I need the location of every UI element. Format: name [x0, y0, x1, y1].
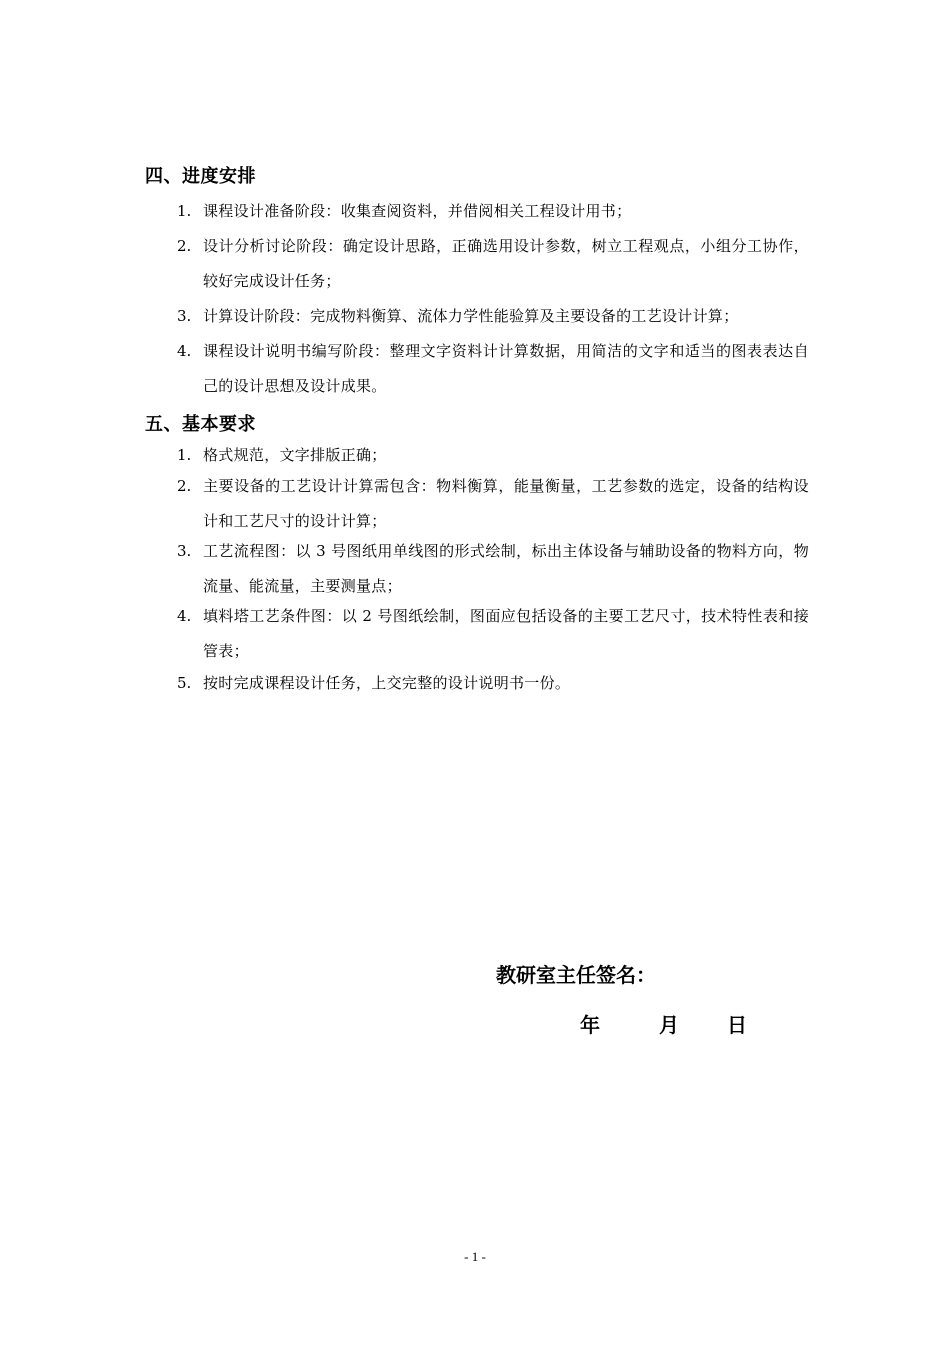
- signature-label: 教研室主任签名：: [496, 963, 656, 987]
- list-item: [177, 299, 809, 334]
- list-item-number: 5.: [177, 674, 192, 692]
- list-item-number: 3.: [177, 542, 192, 560]
- list-item-text: 课程设计说明书编写阶段：整理文字资料计计算数据，用简洁的文字和适当的图表表达自己的设计思想及设计成果。: [203, 342, 809, 395]
- list-item-text: 设计分析讨论阶段：确定设计思路，正确选用设计参数，树立工程观点，小组分工协作，较好完成设计任务；: [203, 237, 809, 290]
- list-item-text: 填料塔工艺条件图：以 2 号图纸绘制，图面应包括设备的主要工艺尺寸，技术特性表和接管表；: [203, 607, 809, 660]
- list-item-number: 2.: [177, 237, 192, 255]
- list-item-number: 2.: [177, 477, 192, 495]
- list-item-number: 1.: [177, 446, 192, 464]
- list-item-text: 工艺流程图：以 3 号图纸用单线图的形式绘制，标出主体设备与辅助设备的物料方向，物流量、能流量，主要测量点；: [203, 542, 809, 595]
- list-item-text: 主要设备的工艺设计计算需包含：物料衡算，能量衡量，工艺参数的选定，设备的结构设计和工艺尺寸的设计计算；: [203, 477, 809, 530]
- date-month-label: 月: [659, 1013, 679, 1037]
- date-year-label: 年: [580, 1013, 600, 1037]
- list-item-text: 计算设计阶段：完成物料衡算、流体力学性能验算及主要设备的工艺设计计算；: [203, 307, 739, 325]
- list-item: [177, 534, 809, 604]
- list-item-number: 3.: [177, 307, 192, 325]
- section-heading-requirements: 五、基本要求: [145, 414, 256, 435]
- list-item-text: 按时完成课程设计任务，上交完整的设计说明书一份。: [203, 674, 571, 692]
- list-item: [177, 229, 809, 299]
- page-number: - 1 -: [464, 1249, 486, 1264]
- list-item: [177, 194, 809, 229]
- list-item-number: 4.: [177, 607, 192, 625]
- list-item: [177, 666, 809, 701]
- list-item-number: 1.: [177, 202, 192, 220]
- list-item: [177, 438, 809, 473]
- list-item-text: 课程设计准备阶段：收集查阅资料，并借阅相关工程设计用书；: [203, 202, 632, 220]
- list-item-number: 4.: [177, 342, 192, 360]
- date-day-label: 日: [727, 1013, 747, 1037]
- list-item: [177, 334, 809, 404]
- list-item: [177, 599, 809, 669]
- section-heading-schedule: 四、进度安排: [145, 166, 256, 187]
- list-item-text: 格式规范，文字排版正确；: [203, 446, 387, 464]
- list-item: [177, 469, 809, 539]
